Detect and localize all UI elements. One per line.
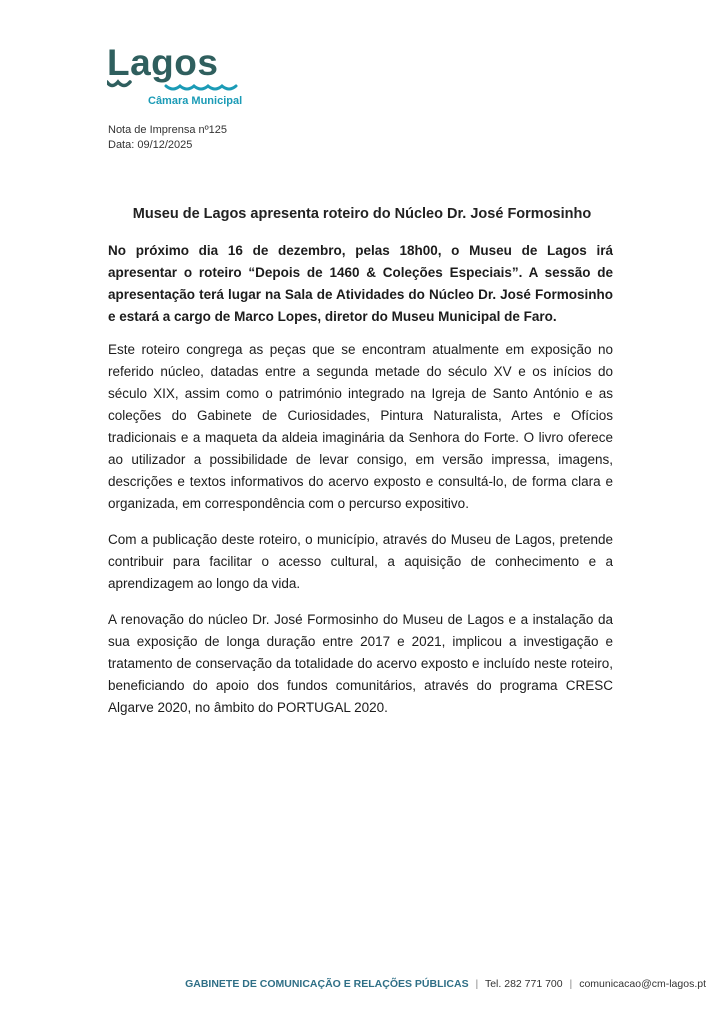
footer-phone: Tel. 282 771 700 bbox=[484, 978, 563, 990]
body-paragraph-3: A renovação do núcleo Dr. José Formosinho do Museu de Lagos e a instalação da sua exposição de longa duração entre 2017 e 2021, implicou a investigação e tratamento de conservação da totalidade do acervo exposto e incluído neste roteiro, beneficiando do apoio dos fundos comunitários, através do programa CRESC Algarve 2020, no âmbito do PORTUGAL 2020. bbox=[108, 612, 613, 715]
body-paragraph-1: Este roteiro congrega as peças que se encontram atualmente em exposição no referido núcleo, datadas entre a segunda metade do século XV e os inícios do século XIX, assim como o património integrado na Igreja de Santo António e as coleções do Gabinete de Curiosidades, Pintura Naturalista, Artes e Ofícios tradicionais e a maqueta da aldeia imaginária da Senhora do Forte. O livro oferece ao utilizador a possibilidade de levar consigo, em versão impressa, imagens, descrições e textos informativos do acervo exposto e consultá-lo, de forma clara e organizada, em correspondência com o percurso expositivo. bbox=[108, 342, 613, 511]
press-note-number: Nota de Imprensa nº125 bbox=[108, 124, 227, 136]
page-footer bbox=[185, 978, 706, 990]
document-body bbox=[108, 240, 613, 733]
footer-department: GABINETE DE COMUNICAÇÃO E RELAÇÕES PÚBLICAS bbox=[185, 978, 469, 990]
logo-subtitle: Câmara Municipal bbox=[148, 95, 243, 107]
press-meta bbox=[108, 123, 227, 153]
footer-separator: | bbox=[475, 978, 479, 990]
press-date: Data: 09/12/2025 bbox=[108, 139, 193, 151]
footer-separator: | bbox=[569, 978, 573, 990]
footer-email: comunicacao@cm-lagos.pt bbox=[579, 978, 706, 990]
lead-paragraph: No próximo dia 16 de dezembro, pelas 18h00, o Museu de Lagos irá apresentar o roteiro “Depois de 1460 & Coleções Especiais”. A sessão de apresentação terá lugar na Sala de Atividades do Núcleo Dr. José Formosinho e estará a cargo de Marco Lopes, diretor do Museu Municipal de Faro. bbox=[108, 243, 613, 324]
logo-wordmark: Lagos bbox=[107, 42, 219, 83]
body-paragraph-2: Com a publicação deste roteiro, o município, através do Museu de Lagos, pretende contribuir para facilitar o acesso cultural, a aquisição de conhecimento e a aprendizagem ao longo da vida. bbox=[108, 532, 613, 591]
municipality-logo bbox=[107, 42, 247, 112]
document-title: Museu de Lagos apresenta roteiro do Núcleo Dr. José Formosinho bbox=[132, 206, 592, 222]
